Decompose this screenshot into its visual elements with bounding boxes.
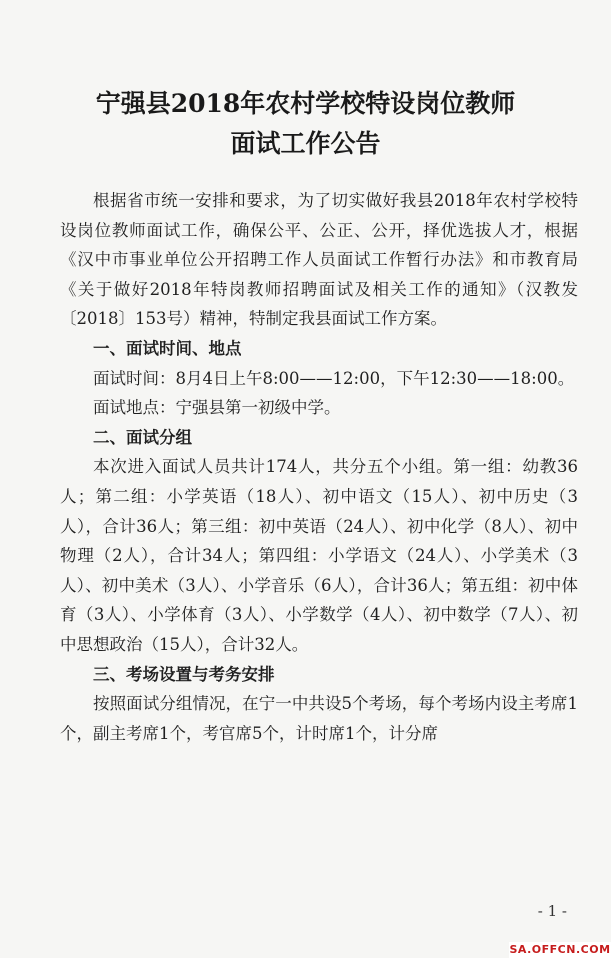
grouping-paragraph: 本次进入面试人员共计174人，共分五个小组。第一组：幼教36人；第二组：小学英语（18人）、初中语文（15人）、初中历史（3人），合计36人；第三组：初中英语（24人）、初中化学（8人）、初中物理（2人），合计34人；第四组：小学语文（24人）、小学美术（3人）、初中美术（3人）、小学音乐（6人），合计36人；第五组：初中体育（3人）、小学体育（3人）、小学数学（4人）、初中数学（7人）、初中思想政治（15人），合计32人。 [60,457,578,654]
exam-room-paragraph: 按照面试分组情况，在宁一中共设5个考场，每个考场内设主考席1个，副主考席1个，考官席5个，计时席1个，计分席 [60,694,578,743]
section-heading-time-location: 一、面试时间、地点 [93,338,242,358]
section-heading-exam-room: 三、考场设置与考务安排 [93,664,275,684]
page-number: - 1 - [537,902,567,920]
interview-time-paragraph: 面试时间：8月4日上午8:00——12:00，下午12:30——18:00。 [93,368,575,388]
section-heading-grouping: 二、面试分组 [93,427,192,447]
document-body [60,186,578,748]
interview-location-paragraph: 面试地点：宁强县第一初级中学。 [93,398,341,418]
intro-paragraph: 根据省市统一安排和要求，为了切实做好我县2018年农村学校特设岗位教师面试工作，确保公平、公正、公开，择优选拔人才，根据《汉中市事业单位公开招聘工作人员面试工作暂行办法》和市教育局《关于做好2018年特岗教师招聘面试及相关工作的通知》（汉教发〔2018〕153号）精神，特制定我县面试工作方案。 [60,191,578,329]
document-title-line-2: 面试工作公告 [230,129,381,158]
watermark-logo: SA.OFFCN.COM [509,943,611,956]
document-title-line-1: 宁强县2018年农村学校特设岗位教师 [95,89,516,118]
